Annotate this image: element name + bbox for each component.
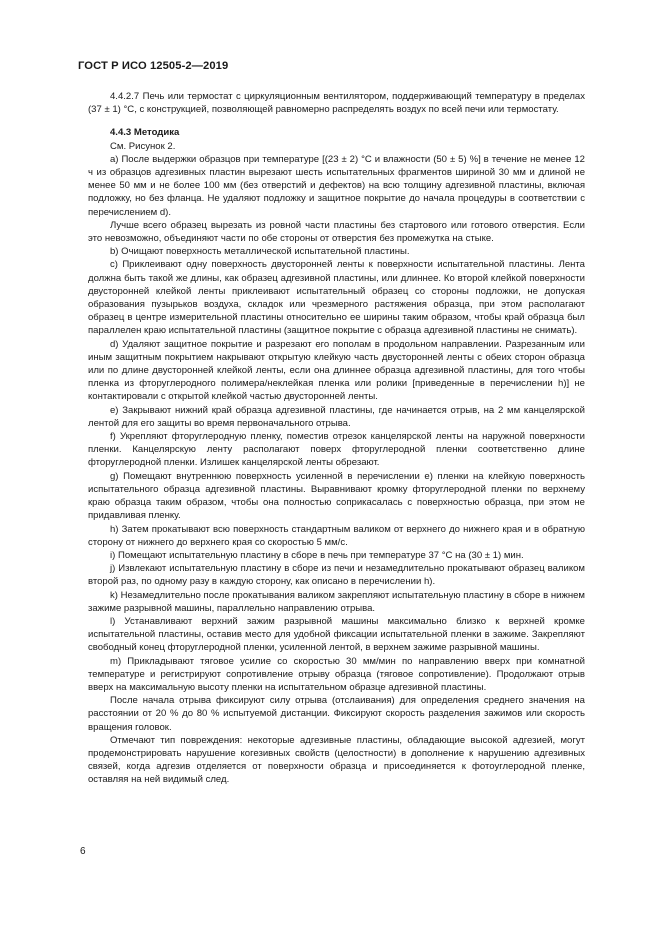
item-b: b) Очищают поверхность металлической испытательной пластины. [110,246,410,258]
item-e: е) Закрывают нижний край образца адгезивной пластины, где начинается отрыв, на 2 мм канцелярской лентой для его защиты во время первоначального отрыва. [88,404,585,429]
item-h: h) Затем прокатывают всю поверхность стандартным валиком от верхнего до нижнего края и в обратную сторону от нижнего до верхнего края со скоростью 5 мм/с. [88,523,585,548]
item-k: k) Незамедлительно после прокатывания валиком закрепляют испытательную пластину в сборе в нижнем зажиме разрывной машины, параллельно направлению отрыва. [88,589,585,614]
item-a: а) После выдержки образцов при температуре [(23 ± 2) °С и влажности (50 ± 5) %] в течение не менее 12 ч из образцов адгезивных пластин вырезают шесть испытательных фрагментов шириной 30 мм и длиной не менее 50 мм и не более 100 мм (без отверстий и дефектов) на всю толщину адгезивной пластины, включая подложку, но без фланца. Не удаляют подложку и защитное покрытие до начала процедуры в соответствии с перечислением d). [88,153,585,218]
document-body [88,90,585,787]
item-c: с) Приклеивают одну поверхность двусторонней ленты к поверхности испытательной пластины. Лента должна быть такой же длины, как образец адгезивной пластины, или длиннее. Ко второй клейкой поверхности двусторонней клейкой ленты приклеивают испытательный образец со стороны подложки, не допуская образования пузырьков воздуха, складок или чрезмерного растяжения образца, при этом располагают образец в центре измерительной пластины относительно ее ширины таким образом, чтобы край образца был параллелен краю испытательной пластины (защитное покрытие с образца адгезивной пластины не снимать). [88,259,585,337]
item-i: i) Помещают испытательную пластину в сборе в печь при температуре 37 °С на (30 ± 1) мин. [110,549,524,561]
paragraph-4-4-2-7: 4.4.2.7 Печь или термостат с циркуляционным вентилятором, поддерживающий температуру в пределах (37 ± 1) °С, с конструкцией, позволяющей равномерно распределять воздух по всей печи или термостату. [88,91,585,116]
item-f: f) Укрепляют фторуглеродную пленку, поместив отрезок канцелярской ленты на наружной поверхности пленки. Канцелярскую ленту располагают поверх фторуглеродной пленки соответственно длине фторуглеродной пленки. Излишек канцелярской ленты обрезают. [88,431,585,469]
item-l: l) Устанавливают верхний зажим разрывной машины максимально близко к верхней кромке испытательной пластины, оставив место для удобной фиксации испытательной пленки в зажиме. Закрепляют свободный конец фторуглеродной пленки, усиленной лентой, в верхнем зажиме разрывной машины. [88,615,585,654]
paragraph-after-peel: После начала отрыва фиксируют силу отрыва (отслаивания) для определения среднего значения на расстоянии от 20 % до 80 % испытуемой дистанции. Фиксируют скорость разделения зажимов или скорость вращения головок. [88,695,585,733]
section-heading: 4.4.3 Методика [110,127,180,139]
item-g: g) Помещают внутреннюю поверхность усиленной в перечислении е) пленки на клейкую поверхность испытательного образца адгезивной пластины. Выравнивают кромку фторуглеродной пленки по верхнему краю образца таким образом, чтобы она полностью соприкасалась с поверхностью образца, при этом не придавливая пленку. [88,470,585,522]
item-j: j) Извлекают испытательную пластину в сборе из печи и незамедлительно прокатывают образец валиком второй раз, по одному разу в каждую сторону, как описано в перечислении h). [88,563,585,588]
see-figure: См. Рисунок 2. [110,140,176,152]
item-m: m) Прикладывают тяговое усилие со скоростью 30 мм/мин по направлению вверх при комнатной температуре и регистрируют сопротивление отрыву образца (тяговое сопротивление). Продолжают отрыв вверх на максимальную высоту пленки на испытательном образце адгезивной пластины. [88,655,585,693]
document-header: ГОСТ Р ИСО 12505-2—2019 [78,60,229,72]
page-number: 6 [80,846,86,857]
item-a-note: Лучше всего образец вырезать из ровной части пластины без стартового или готового отверстия. Если это невозможно, объединяют части по обе стороны от отверстия без промежутка на стыке. [88,219,585,245]
paragraph-failure-type: Отмечают тип повреждения: некоторые адгезивные пластины, обладающие высокой адгезией, могут продемонстрировать нарушение когезивных свойств (целостности) в дополнение к нарушению адгезивных связей, когда адгезив отделяется от поверхности образца и присоединяется к фотоуглеродной пленке, оставляя на ней видимый след. [88,734,585,786]
item-d: d) Удаляют защитное покрытие и разрезают его пополам в продольном направлении. Разрезанным или иным защитным покрытием накрывают открытую клейкую часть двусторонней ленты с обеих сторон образца или по длине двусторонней клейкой ленты, если она длиннее образца адгезивной пластины, для того чтобы пленка из фторуглеродного полимера/неклейкая пленка или ролики [приведенные в перечислении h)] не контактировали с открытой клейкой частью двусторонней ленты. [88,338,585,403]
